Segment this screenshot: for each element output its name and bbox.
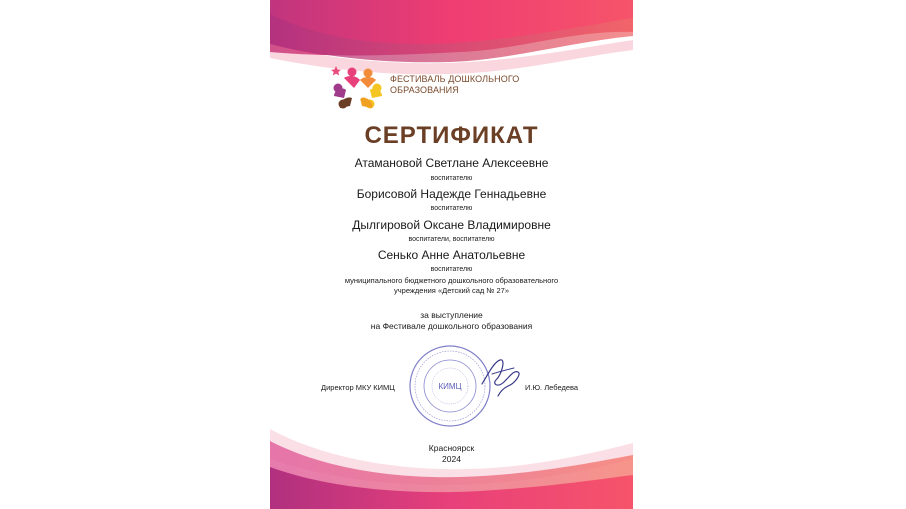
recipient-name-4: Сенько Анне Анатольевне [377, 248, 526, 262]
recipient-role-3: воспитатели, воспитателю [408, 236, 495, 243]
recipient-role-1: воспитателю [430, 175, 473, 182]
bottom-wave-decoration [270, 429, 633, 509]
director-label: Директор МКУ КИМЦ [321, 383, 395, 392]
recipient-name-3: Дылгировой Оксане Владимировне [352, 218, 551, 232]
reason-line-1: за выступление [420, 310, 483, 320]
recipient-role-4: воспитателю [430, 266, 473, 273]
stamp-label: КИМЦ [438, 382, 462, 391]
recipient-name-2: Борисовой Надежде Геннадьевне [356, 187, 547, 201]
logo-line-1: ФЕСТИВАЛЬ ДОШКОЛЬНОГО [390, 74, 520, 84]
festival-logo [330, 62, 386, 114]
certificate [270, 0, 633, 509]
organization-line-2: учреждения «Детский сад № 27» [394, 286, 509, 295]
top-wave-decoration [270, 0, 633, 80]
year: 2024 [442, 454, 461, 464]
city: Красноярск [428, 443, 475, 453]
festival-logo-text [390, 74, 519, 96]
organization-line-1: муниципального бюджетного дошкольного образовательного [344, 276, 559, 285]
logo-line-2: ОБРАЗОВАНИЯ [390, 85, 459, 95]
recipient-role-2: воспитателю [430, 205, 473, 212]
reason-line-2: на Фестивале дошкольного образования [370, 321, 533, 331]
director-name: И.Ю. Лебедева [525, 383, 579, 392]
recipient-name-1: Атамановой Светлане Алексеевне [354, 156, 549, 170]
certificate-title: СЕРТИФИКАТ [364, 122, 539, 149]
director-signature [478, 354, 524, 398]
